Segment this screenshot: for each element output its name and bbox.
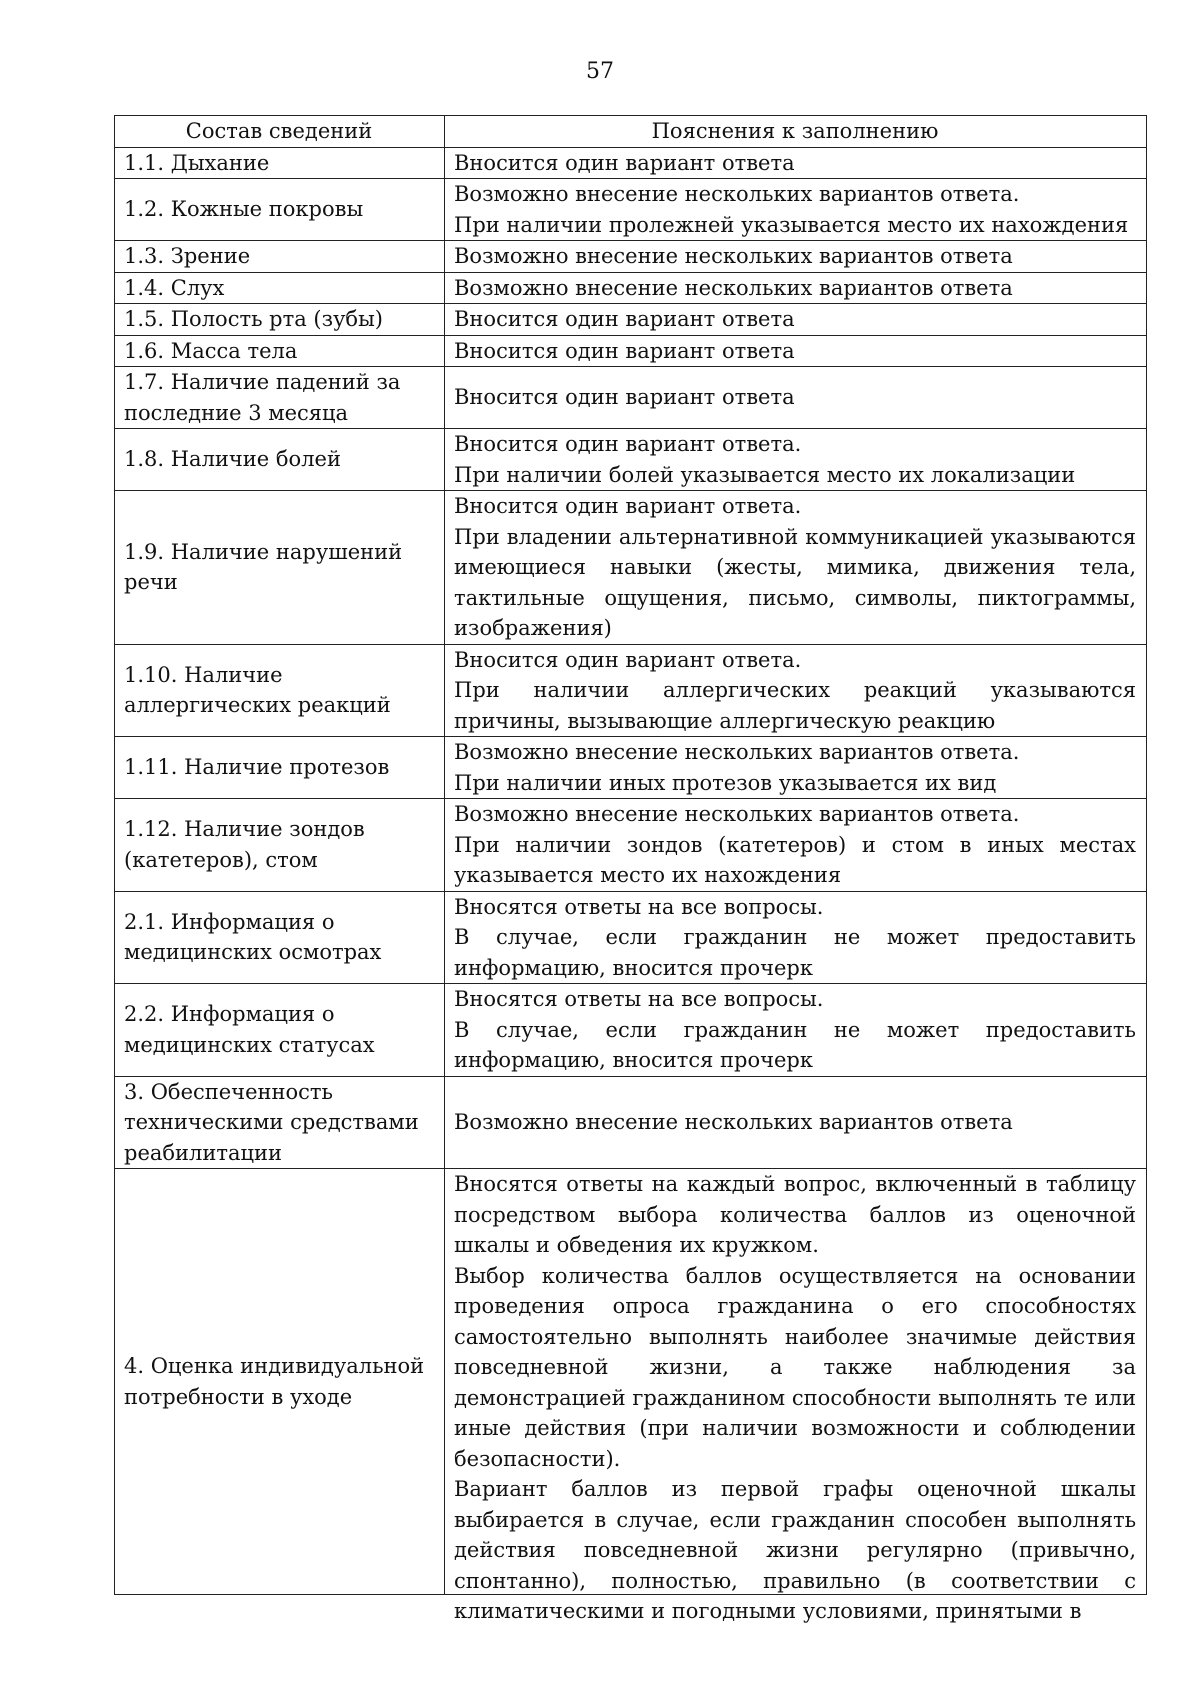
- row-section-label: 1.7. Наличие падений за последние 3 месяца: [115, 367, 445, 429]
- row-explanation: [445, 799, 1147, 892]
- row-section-label: 1.11. Наличие протезов: [115, 737, 445, 799]
- table-body: [115, 147, 1147, 1623]
- explanation-paragraph: Вносится один вариант ответа: [454, 307, 795, 331]
- explanation-paragraph: Вносится один вариант ответа: [454, 338, 795, 363]
- explanation-paragraph: Возможно внесение нескольких вариантов ответа: [454, 275, 1013, 300]
- row-section-label: 1.5. Полость рта (зубы): [115, 304, 445, 336]
- table-row: [115, 491, 1147, 645]
- table-row: [115, 147, 1147, 179]
- explanation-paragraph: Вносится один вариант ответа: [454, 385, 795, 410]
- table-row: [115, 737, 1147, 799]
- row-explanation: [445, 644, 1147, 737]
- row-section-label: 1.1. Дыхание: [115, 147, 445, 179]
- explanation-paragraph: Возможно внесение нескольких вариантов ответа.: [454, 740, 1020, 764]
- row-section-label: 1.2. Кожные покровы: [115, 179, 445, 241]
- explanation-paragraph: Вносится один вариант ответа.: [454, 494, 802, 518]
- row-explanation: [445, 304, 1147, 336]
- column-header-explanations: Пояснения к заполнению: [445, 116, 1147, 148]
- row-explanation: [445, 147, 1147, 179]
- row-explanation: [445, 891, 1147, 984]
- explanation-paragraph: Вносятся ответы на каждый вопрос, включенный в таблицу посредством выбора количества баллов из оценочной шкалы и обведения их кружком.: [454, 1172, 1136, 1257]
- row-explanation: [445, 241, 1147, 273]
- row-explanation: [445, 179, 1147, 241]
- row-section-label: 1.12. Наличие зондов (катетеров), стом: [115, 799, 445, 892]
- explanation-paragraph: При наличии аллергических реакций указываются причины, вызывающие аллергическую реакцию: [454, 678, 1136, 733]
- row-section-label: 1.3. Зрение: [115, 241, 445, 273]
- row-explanation: [445, 737, 1147, 799]
- row-explanation: [445, 272, 1147, 304]
- explanation-paragraph: Вносится один вариант ответа.: [454, 647, 802, 672]
- page-number: 57: [586, 59, 614, 84]
- table-row: [115, 304, 1147, 336]
- table-row: [115, 179, 1147, 241]
- row-section-label: 1.6. Масса тела: [115, 335, 445, 367]
- row-explanation: [445, 1076, 1147, 1169]
- explanation-paragraph: В случае, если гражданин не может предоставить информацию, вносится прочерк: [454, 1017, 1136, 1072]
- table-row: [115, 1169, 1147, 1595]
- explanation-paragraph: Вносится один вариант ответа: [454, 150, 795, 175]
- explanation-paragraph: Вносятся ответы на все вопросы.: [454, 987, 824, 1011]
- row-section-label: 1.4. Слух: [115, 272, 445, 304]
- explanation-paragraph: Возможно внесение нескольких вариантов ответа.: [454, 182, 1020, 206]
- row-explanation: [445, 335, 1147, 367]
- explanation-paragraph: Возможно внесение нескольких вариантов ответа.: [454, 802, 1020, 826]
- table-row: [115, 891, 1147, 984]
- explanation-paragraph: При наличии иных протезов указывается их вид: [454, 770, 997, 795]
- row-explanation: [445, 429, 1147, 491]
- row-explanation: [445, 367, 1147, 429]
- row-explanation: [445, 984, 1147, 1077]
- table-row: [115, 335, 1147, 367]
- row-section-label: 1.8. Наличие болей: [115, 429, 445, 491]
- explanation-paragraph: При наличии пролежней указывается место их нахождения: [454, 212, 1129, 237]
- explanation-clip: [454, 1169, 1136, 1623]
- explanation-paragraph: При владении альтернативной коммуникацией указываются имеющиеся навыки (жесты, мимика, движения тела, тактильные ощущения, письмо, символы, пиктограммы, изображения): [454, 524, 1136, 640]
- explanation-paragraph: При наличии зондов (катетеров) и стом в иных местах указывается место их нахождения: [454, 832, 1136, 887]
- row-section-label: 1.10. Наличие аллергических реакций: [115, 644, 445, 737]
- row-section-label: 4. Оценка индивидуальной потребности в уходе: [115, 1169, 445, 1595]
- row-section-label: 3. Обеспеченность техническими средствами реабилитации: [115, 1076, 445, 1169]
- row-section-label: 2.1. Информация о медицинских осмотрах: [115, 891, 445, 984]
- explanation-paragraph: При наличии болей указывается место их локализации: [454, 462, 1076, 487]
- table-row: [115, 984, 1147, 1077]
- explanation-paragraph: В случае, если гражданин не может предоставить информацию, вносится прочерк: [454, 925, 1136, 980]
- table-row: [115, 367, 1147, 429]
- row-explanation: [445, 1169, 1147, 1623]
- row-explanation: [445, 491, 1147, 645]
- table-row: [115, 241, 1147, 273]
- row-section-label: 1.9. Наличие нарушений речи: [115, 491, 445, 645]
- table-row: [115, 1076, 1147, 1169]
- explanation-paragraph: Возможно внесение нескольких вариантов ответа: [454, 244, 1013, 268]
- explanation-paragraph: Вносится один вариант ответа.: [454, 432, 802, 456]
- instructions-table: [114, 115, 1147, 1623]
- row-section-label: 2.2. Информация о медицинских статусах: [115, 984, 445, 1077]
- explanation-paragraph: Выбор количества баллов осуществляется на основании проведения опроса гражданина о его способностях самостоятельно выполнять наиболее значимые действия повседневной жизни, а также наблюдения за демонстрацией гражданином способности выполнять те или иные действия (при наличии возможности и соблюдении безопасности).: [454, 1263, 1136, 1471]
- table-row: [115, 644, 1147, 737]
- table-header-row: [115, 116, 1147, 148]
- table-row: [115, 272, 1147, 304]
- explanation-paragraph: Вносятся ответы на все вопросы.: [454, 894, 824, 919]
- table-row: [115, 799, 1147, 892]
- explanation-paragraph: Возможно внесение нескольких вариантов ответа: [454, 1110, 1013, 1134]
- explanation-paragraph: Вариант баллов из первой графы оценочной шкалы выбирается в случае, если гражданин способен выполнять действия повседневной жизни регулярно (привычно, спонтанно), полностью, правильно (в соответствии с климатическими и погодными условиями, принятыми в: [454, 1477, 1136, 1623]
- table-row: [115, 429, 1147, 491]
- column-header-composition: Состав сведений: [115, 116, 445, 148]
